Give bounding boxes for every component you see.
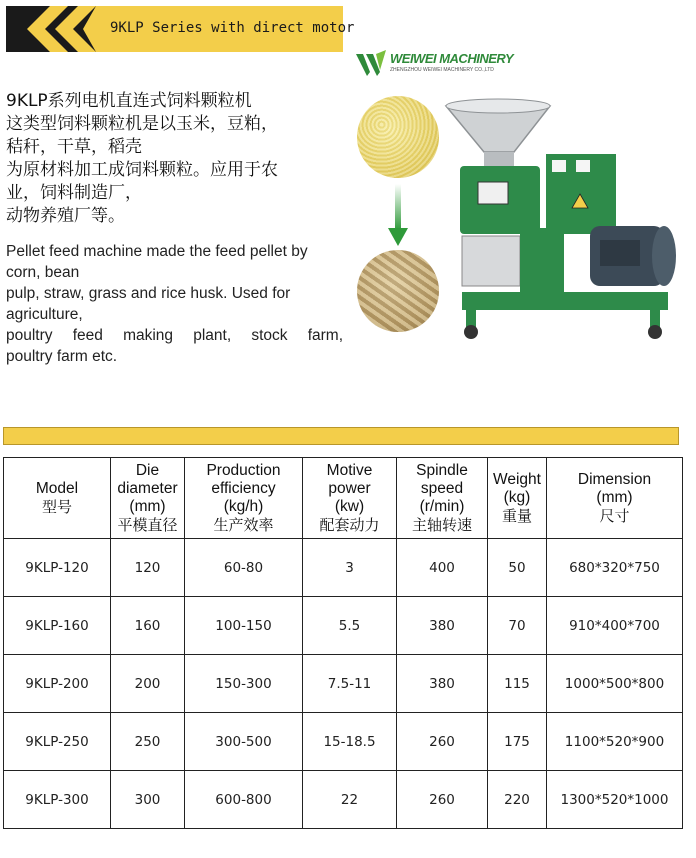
- cell-weight: 220: [488, 771, 547, 829]
- feed-pellets-image: [357, 250, 439, 332]
- specifications-table: [3, 457, 683, 829]
- cell-spindle-speed: 260: [397, 713, 488, 771]
- description-cn-line: 秸秆，干草，稻壳: [6, 137, 142, 157]
- header-model: Model 型号: [4, 458, 111, 539]
- cell-production-efficiency: 600-800: [185, 771, 303, 829]
- cell-motive-power: 7.5-11: [303, 655, 397, 713]
- description-en-line: corn, bean: [6, 264, 80, 281]
- cell-spindle-speed: 380: [397, 597, 488, 655]
- pellet-machine-image: [440, 96, 690, 341]
- description-cn-line: 动物养殖厂等。: [6, 206, 125, 226]
- cell-weight: 50: [488, 539, 547, 597]
- cell-die-diameter: 250: [111, 713, 185, 771]
- description-cn-line: 业，饲料制造厂，: [6, 183, 142, 203]
- arrow-down-icon: [388, 184, 408, 246]
- cell-weight: 115: [488, 655, 547, 713]
- cell-dimension: 1300*520*1000: [547, 771, 683, 829]
- description-en-line: pulp, straw, grass and rice husk. Used for: [6, 285, 291, 302]
- cell-die-diameter: 300: [111, 771, 185, 829]
- description-cn-line: 为原材料加工成饲料颗粒。应用于农: [6, 160, 278, 180]
- description-en-line: agriculture,: [6, 306, 83, 323]
- banner-title: 9KLP Series with direct motor: [110, 20, 355, 36]
- header-spindle-speed: Spindle speed (r/min) 主轴转速: [397, 458, 488, 539]
- cell-production-efficiency: 100-150: [185, 597, 303, 655]
- table-row: [4, 655, 683, 713]
- header-motive-power: Motive power (kw) 配套动力: [303, 458, 397, 539]
- cell-weight: 70: [488, 597, 547, 655]
- cell-dimension: 910*400*700: [547, 597, 683, 655]
- cell-dimension: 680*320*750: [547, 539, 683, 597]
- description-en-line: poultry feed making plant, stock farm,: [6, 327, 343, 344]
- cell-spindle-speed: 400: [397, 539, 488, 597]
- cell-model: 9KLP-200: [4, 655, 111, 713]
- cell-model: 9KLP-160: [4, 597, 111, 655]
- cell-model: 9KLP-250: [4, 713, 111, 771]
- description-chinese: [6, 90, 346, 228]
- table-row: [4, 539, 683, 597]
- cell-die-diameter: 160: [111, 597, 185, 655]
- cell-die-diameter: 120: [111, 539, 185, 597]
- cell-spindle-speed: 380: [397, 655, 488, 713]
- description-english: [6, 241, 343, 367]
- cell-spindle-speed: 260: [397, 771, 488, 829]
- corn-meal-image: [357, 96, 439, 178]
- cell-model: 9KLP-300: [4, 771, 111, 829]
- cell-die-diameter: 200: [111, 655, 185, 713]
- double-chevron-left-icon: [6, 6, 106, 52]
- section-divider-bar: [3, 427, 679, 445]
- cell-motive-power: 3: [303, 539, 397, 597]
- table-row: [4, 713, 683, 771]
- description-cn-line: 9KLP系列电机直连式饲料颗粒机: [6, 91, 252, 111]
- logo-name: WEIWEI MACHINERY: [390, 51, 514, 66]
- table-row: [4, 771, 683, 829]
- header-production-efficiency: Production efficiency (kg/h) 生产效率: [185, 458, 303, 539]
- cell-motive-power: 22: [303, 771, 397, 829]
- header-die-diameter: Die diameter (mm) 平模直径: [111, 458, 185, 539]
- header-weight: Weight (kg) 重量: [488, 458, 547, 539]
- header-banner: [6, 6, 355, 52]
- table-header-row: [4, 458, 683, 539]
- table-row: [4, 597, 683, 655]
- cell-model: 9KLP-120: [4, 539, 111, 597]
- brand-logo: [356, 48, 514, 82]
- header-dimension: Dimension (mm) 尺寸: [547, 458, 683, 539]
- cell-motive-power: 15-18.5: [303, 713, 397, 771]
- cell-production-efficiency: 60-80: [185, 539, 303, 597]
- logo-subtitle: ZHENGZHOU WEIWEI MACHINERY CO.,LTD: [390, 67, 494, 73]
- description-en-line: poultry farm etc.: [6, 348, 118, 365]
- cell-motive-power: 5.5: [303, 597, 397, 655]
- cell-production-efficiency: 150-300: [185, 655, 303, 713]
- cell-dimension: 1000*500*800: [547, 655, 683, 713]
- cell-production-efficiency: 300-500: [185, 713, 303, 771]
- description-en-line: Pellet feed machine made the feed pellet by: [6, 243, 308, 260]
- description-cn-line: 这类型饲料颗粒机是以玉米，豆粕，: [6, 114, 278, 134]
- cell-dimension: 1100*520*900: [547, 713, 683, 771]
- cell-weight: 175: [488, 713, 547, 771]
